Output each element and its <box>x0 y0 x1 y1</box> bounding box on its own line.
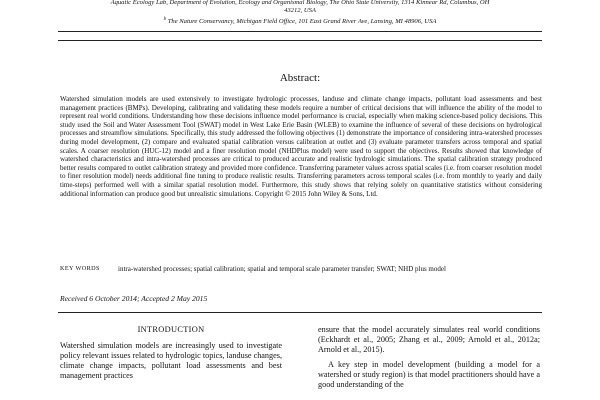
introduction-paragraph-3: A key step in model development (building a model for a watershed or study region) is that model practitioners should have a good understanding of the <box>318 360 540 389</box>
introduction-heading: INTRODUCTION <box>137 325 205 334</box>
affiliation-aquatic-lab-line2: 43212, USA <box>284 7 316 14</box>
received-accepted-dates: Received 6 October 2014; Accepted 2 May 2015 <box>60 294 208 303</box>
introduction-paragraph-2: ensure that the model accurately simulates real world conditions (Eckhardt et al., 2005; Zhang et al., 2009; Arnold et al., 2012a; Arnold et al., 2015). <box>318 325 540 354</box>
affiliation-nature-conservancy-text: The Nature Conservancy, Michigan Field Office, 101 East Grand River Ave, Lansing, MI 48906, USA <box>167 18 437 26</box>
keywords-text: intra-watershed processes; spatial calibration; spatial and temporal scale parameter transfer; SWAT; NHD plus model <box>118 265 446 273</box>
keywords-heading: KEY WORDS <box>60 265 100 272</box>
introduction-left-column <box>60 325 282 386</box>
abstract-body: Watershed simulation models are used extensively to investigate hydrologic processes, landuse and climate change impacts, pollutant load assessments and best management practices (BMPs). Developing, calibrating and validating these models require a number of critical decisions that will influence the ability of the model to represent real world conditions. Understanding how these decisions influence model performance is crucial, especially when making science-based policy decisions. This study used the Soil and Water Assessment Tool (SWAT) model in West Lake Erie Basin (WLEB) to examine the influence of several of these decisions on hydrological processes and streamflow simulations. Specifically, this study addressed the following objectives (1) demonstrate the importance of considering intra-watershed processes during model development, (2) compare and evaluated spatial calibration versus calibration at outlet and (3) evaluate parameter transfers across temporal and spatial scales. A coarser resolution (HUC-12) model and a finer resolution model (NHDPlus model) were used to support the objectives. Results showed that knowledge of watershed characteristics and intra-watershed processes are critical to produced accurate and realistic hydrologic simulations. The spatial calibration strategy produced better results compared to outlet calibration strategy and provided more confidence. Transferring parameter values across spatial scales (i.e. from coarser resolution model to finer resolution model) needs additional fine tuning to produce realistic results. Transferring parameters across temporal scales (i.e. from monthly to yearly and daily time-steps) performed well with a similar spatial resolution model. Furthermore, this study shows that relying solely on quantitative statistics without considering additional information can produce good but unrealistic simulations. Copyright © 2015 John Wiley & Sons, Ltd. <box>60 95 542 198</box>
divider-bottom <box>58 312 542 313</box>
affiliation-nature-conservancy <box>40 16 560 26</box>
divider-top-2 <box>58 40 542 41</box>
affiliation-marker: b <box>163 17 167 22</box>
divider-top <box>58 31 542 32</box>
introduction-paragraph-1: Watershed simulation models are increasingly used to investigate policy relevant issues related to hydrologic topics, landuse changes, climate change impacts, pollutant load assessments and best management practices <box>60 341 282 380</box>
introduction-right-column <box>318 325 540 395</box>
abstract-title: Abstract: <box>279 72 321 84</box>
affiliation-aquatic-lab-line1: Aquatic Ecology Lab, Department of Evolution, Ecology and Organismal Biology, The Ohio State University, 1314 Kinnear Rd, Columbus, OH <box>110 0 490 6</box>
